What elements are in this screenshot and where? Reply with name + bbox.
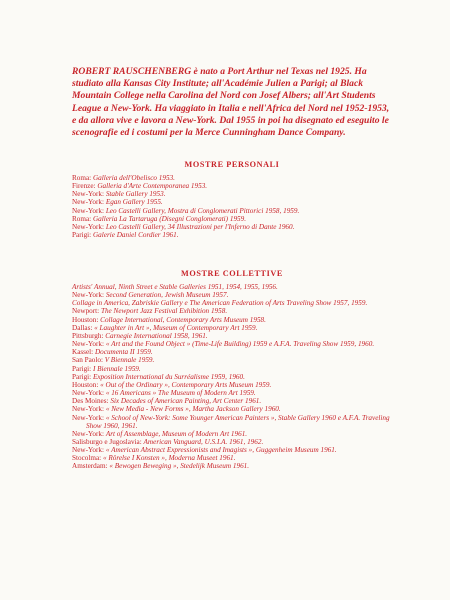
exhibition-venue: Second Generation, Jewish Museum 1957. xyxy=(105,291,229,300)
exhibition-venue: Galleria La Tartaruga (Disegni Conglomerati) 1959. xyxy=(92,214,247,223)
exhibition-venue: Galleria d'Arte Contemporanea 1953. xyxy=(97,182,208,191)
exhibition-city: Roma: xyxy=(72,214,92,223)
exhibition-venue: « Bewogen Beweging », Stedelijk Museum 1961. xyxy=(109,462,250,471)
exhibition-city: Newport: xyxy=(72,307,100,316)
exhibition-venue: The Newport Jazz Festival Exhibition 1958. xyxy=(100,307,228,316)
exhibition-venue: Leo Castelli Gallery, Mostra di Conglomerati Pittorici 1958, 1959. xyxy=(105,206,300,215)
exhibition-entry xyxy=(72,190,394,198)
exhibition-venue: Galleria dell'Obelisco 1953. xyxy=(92,174,175,182)
exhibition-venue: Six Decades of American Painting, Art Center 1961. xyxy=(110,397,262,406)
exhibition-venue: « Laughter in Art », Museum of Contemporary Art 1959. xyxy=(94,323,258,332)
group-exhibitions-list xyxy=(72,283,394,471)
exhibition-city: Des Moines: xyxy=(72,397,109,406)
exhibition-city: Kassel: xyxy=(72,348,94,357)
exhibition-entry xyxy=(72,405,394,413)
exhibition-venue: Collage International, Contemporary Arts Museum 1958. xyxy=(100,315,266,324)
exhibition-entry xyxy=(72,182,394,190)
exhibition-entry xyxy=(72,381,394,389)
exhibition-entry xyxy=(72,454,394,462)
exhibition-venue: « School of New-York: Some Younger American Painters », Stable Gallery 1960 e A.F.A. Traveling Show 1960, 1961. xyxy=(86,413,390,430)
exhibition-entry xyxy=(72,462,394,470)
exhibition-entry xyxy=(72,299,394,307)
exhibition-city: Salisburgo e Jugoslavia: xyxy=(72,437,142,446)
exhibition-city: Parigi: xyxy=(72,231,92,240)
exhibition-venue: Leo Castelli Gallery, 34 Illustrazioni per l'Inferno di Dante 1960. xyxy=(105,222,295,231)
exhibition-venue: « Out of the Ordinary », Contemporary Arts Museum 1959. xyxy=(100,380,272,389)
exhibition-city: Stocolma: xyxy=(72,454,102,463)
exhibition-entry xyxy=(72,373,394,381)
exhibition-entry xyxy=(72,207,394,215)
exhibition-entry xyxy=(72,348,394,356)
exhibition-city: New-York: xyxy=(72,340,105,349)
exhibition-venue: Stable Gallery 1953. xyxy=(105,190,166,199)
exhibition-entry xyxy=(72,215,394,223)
exhibition-entry xyxy=(72,332,394,340)
exhibition-city: Parigi: xyxy=(72,364,92,373)
exhibition-venue: Egan Gallery 1955. xyxy=(105,198,163,207)
exhibition-entry xyxy=(72,291,394,299)
exhibition-venue: Art of Assemblage, Museum of Modern Art 1961. xyxy=(105,429,248,438)
exhibition-entry xyxy=(72,231,394,239)
artist-biography: ROBERT RAUSCHENBERG è nato a Port Arthur nel Texas nel 1925. Ha studiato alla Kansas City Institute; all'Académie Julien a Parigi; al Black Mountain College nella Carolina del Nord con Josef Albers; all'Art Students League a New-York. Ha viaggiato in Italia e nell'Africa del Nord nel 1952-1953, e da allora vive e lavora a New-York. Dal 1955 in poi ha disegnato ed eseguito le scenografie ed i costumi per la Merce Cunningham Dance Company. xyxy=(72,66,390,139)
exhibition-entry xyxy=(72,316,394,324)
exhibition-venue: Artists' Annual, Ninth Street e Stable Galleries 1951, 1954, 1955, 1956. xyxy=(72,283,278,291)
exhibition-city: New-York: xyxy=(72,446,105,455)
exhibition-venue: « 16 Americans » The Museum of Modern Art 1959. xyxy=(105,389,256,398)
exhibition-entry xyxy=(72,365,394,373)
exhibition-city: New-York: xyxy=(72,206,105,215)
exhibition-venue: Documenta II 1959. xyxy=(94,348,153,357)
exhibition-city: New-York: xyxy=(72,429,105,438)
exhibition-city: New-York: xyxy=(72,389,105,398)
exhibition-city: New-York: xyxy=(72,190,105,199)
exhibition-city: Pittsburgh: xyxy=(72,331,104,340)
exhibition-entry xyxy=(72,307,394,315)
exhibition-entry xyxy=(72,389,394,397)
exhibition-city: Firenze: xyxy=(72,182,96,191)
exhibition-city: New-York: xyxy=(72,405,105,414)
exhibition-entry xyxy=(72,430,394,438)
exhibition-venue: Carnegie International 1958, 1961. xyxy=(105,331,208,340)
exhibition-city: Parigi: xyxy=(72,372,92,381)
exhibition-entry xyxy=(72,283,394,291)
exhibition-city: Dallas: xyxy=(72,323,93,332)
exhibition-venue: « American Abstract Expressionists and Imagists », Guggenheim Museum 1961. xyxy=(105,446,337,455)
exhibition-venue: Exposition International du Surréalisme 1959, 1960. xyxy=(92,372,245,381)
exhibition-venue: I Biennale 1959. xyxy=(92,364,141,373)
exhibition-entry xyxy=(72,340,394,348)
exhibition-city: New-York: xyxy=(72,198,105,207)
exhibition-city: Roma: xyxy=(72,174,92,182)
exhibition-entry xyxy=(72,356,394,364)
exhibition-venue: « Art and the Found Object » (Time-Life Building) 1959 e A.F.A. Traveling Show 1959, 1960. xyxy=(105,340,375,349)
exhibition-venue: Collage in America, Zabriskie Gallery e The American Federation of Arts Traveling Show 1957, 1959. xyxy=(72,299,368,308)
exhibition-entry xyxy=(72,397,394,405)
exhibition-entry xyxy=(72,198,394,206)
exhibition-city: Amsterdam: xyxy=(72,462,108,471)
exhibition-entry xyxy=(72,414,394,430)
exhibition-venue: Galerie Daniel Cordier 1961. xyxy=(92,231,179,240)
exhibition-city: Houston: xyxy=(72,380,99,389)
exhibition-entry xyxy=(72,324,394,332)
exhibition-entry xyxy=(72,174,394,182)
exhibition-entry xyxy=(72,223,394,231)
exhibition-venue: « New Media - New Forms », Martha Jackson Gallery 1960. xyxy=(105,405,281,414)
exhibition-city: San Paolo: xyxy=(72,356,103,365)
exhibition-city: Houston: xyxy=(72,315,99,324)
exhibition-city: New-York: xyxy=(72,291,105,300)
exhibition-entry xyxy=(72,438,394,446)
exhibition-venue: « Rörelse I Konsten », Moderna Museet 1961. xyxy=(102,454,236,463)
exhibition-venue: V Biennale 1959. xyxy=(104,356,155,365)
personal-exhibitions-heading: MOSTRE PERSONALI xyxy=(184,160,280,169)
exhibition-city: New-York: xyxy=(72,222,105,231)
exhibition-city: New-York: xyxy=(72,413,105,422)
personal-exhibitions-list xyxy=(72,174,394,239)
exhibition-entry xyxy=(72,446,394,454)
exhibition-venue: American Vanguard, U.S.I.A. 1961, 1962. xyxy=(143,437,264,446)
group-exhibitions-heading: MOSTRE COLLETTIVE xyxy=(181,269,283,278)
